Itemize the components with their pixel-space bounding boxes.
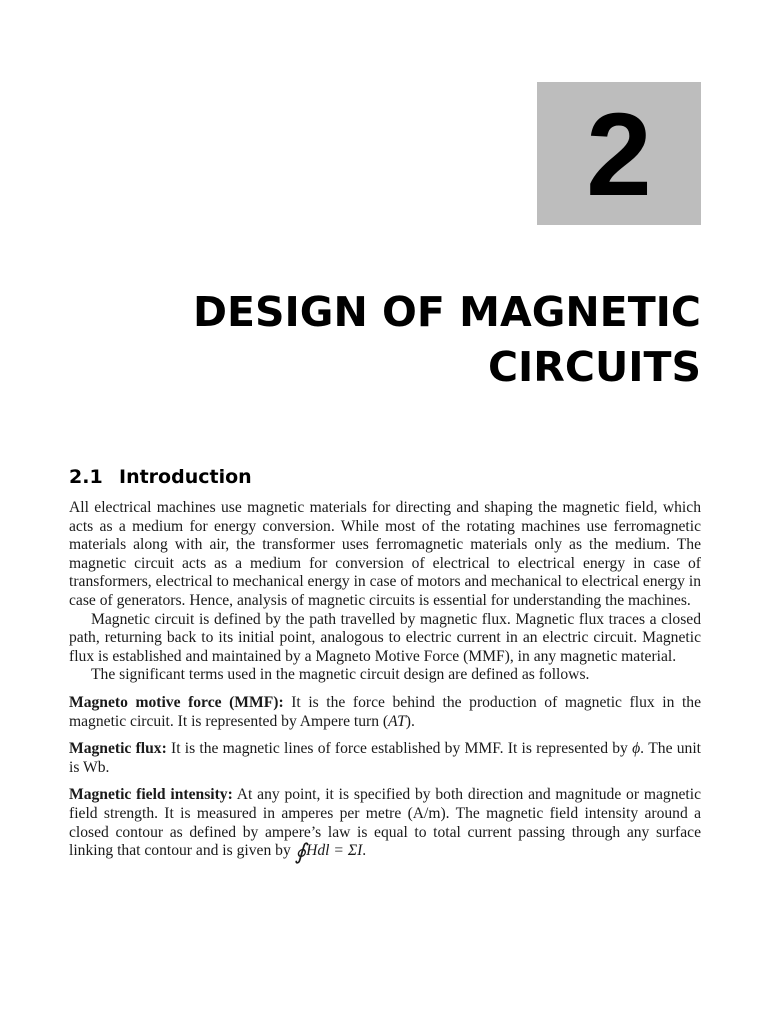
section-number: 2.1 <box>69 466 103 488</box>
paragraph-intro: All electrical machines use magnetic materials for directing and shaping the magnetic field, which acts as a medium for energy conversion. While most of the rotating machines use ferromagnetic materials along with air, the transformer uses ferromagnetic materials only as the medium. The magnetic circuit acts as a medium for conversion of electrical to electrical energy in case of transformers, electrical to mechanical energy in case of motors and mechanical to electrical energy in case of generators. Hence, analysis of magnetic circuits is essential for understanding the machines. <box>69 499 701 609</box>
term-intensity-label: Magnetic field intensity: <box>69 786 233 804</box>
term-mmf-end: ). <box>405 712 415 730</box>
term-mmf-label: Magneto motive force (MMF): <box>69 693 284 711</box>
chapter-title-line-1: DESIGN OF MAGNETIC <box>192 288 701 336</box>
term-flux-text: It is the magnetic lines of force established by MMF. It is represented by <box>171 740 628 758</box>
chapter-title-line-2: CIRCUITS <box>487 343 701 391</box>
term-mmf-text: It is the force behind the production of magnetic flux in the magnetic circuit. It is represented by Ampere turn ( <box>69 693 701 730</box>
term-intensity-end: . <box>362 842 367 860</box>
term-flux-end: . The unit is Wb. <box>69 740 701 776</box>
section-heading <box>69 466 252 488</box>
chapter-number-box <box>537 82 701 225</box>
chapter-title <box>101 285 701 395</box>
term-flux-symbol: ϕ <box>632 740 641 758</box>
term-flux-label: Magnetic flux: <box>69 740 167 758</box>
ampere-law-formula: Hdl = ΣI <box>306 842 363 860</box>
contour-integral-symbol: ∮ <box>294 839 307 865</box>
paragraph-magnetic-circuit: Magnetic circuit is defined by the path travelled by magnetic flux. Magnetic flux traces a closed path, returning back to its initial point, analogous to electric current in an electric circuit. Magnetic flux is established and maintained by a Magneto Motive Force (MMF), in any magnetic material. <box>69 610 701 665</box>
term-field-intensity <box>69 786 702 865</box>
section-title: Introduction <box>119 466 252 488</box>
body-text <box>69 499 702 865</box>
paragraph-significant-terms: The significant terms used in the magnetic circuit design are defined as follows. <box>91 666 590 684</box>
term-intensity-text: At any point, it is specified by both direction and magnitude or magnetic field strength. It is measured in amperes per metre (A/m). The magnetic field intensity around a closed contour as defined by ampere’s law is equal to total current passing through any surface linking that contour and is given by <box>69 786 702 860</box>
term-flux <box>69 740 701 777</box>
term-mmf-symbol: AT <box>388 712 406 730</box>
chapter-number: 2 <box>586 88 652 221</box>
term-mmf <box>69 694 701 731</box>
